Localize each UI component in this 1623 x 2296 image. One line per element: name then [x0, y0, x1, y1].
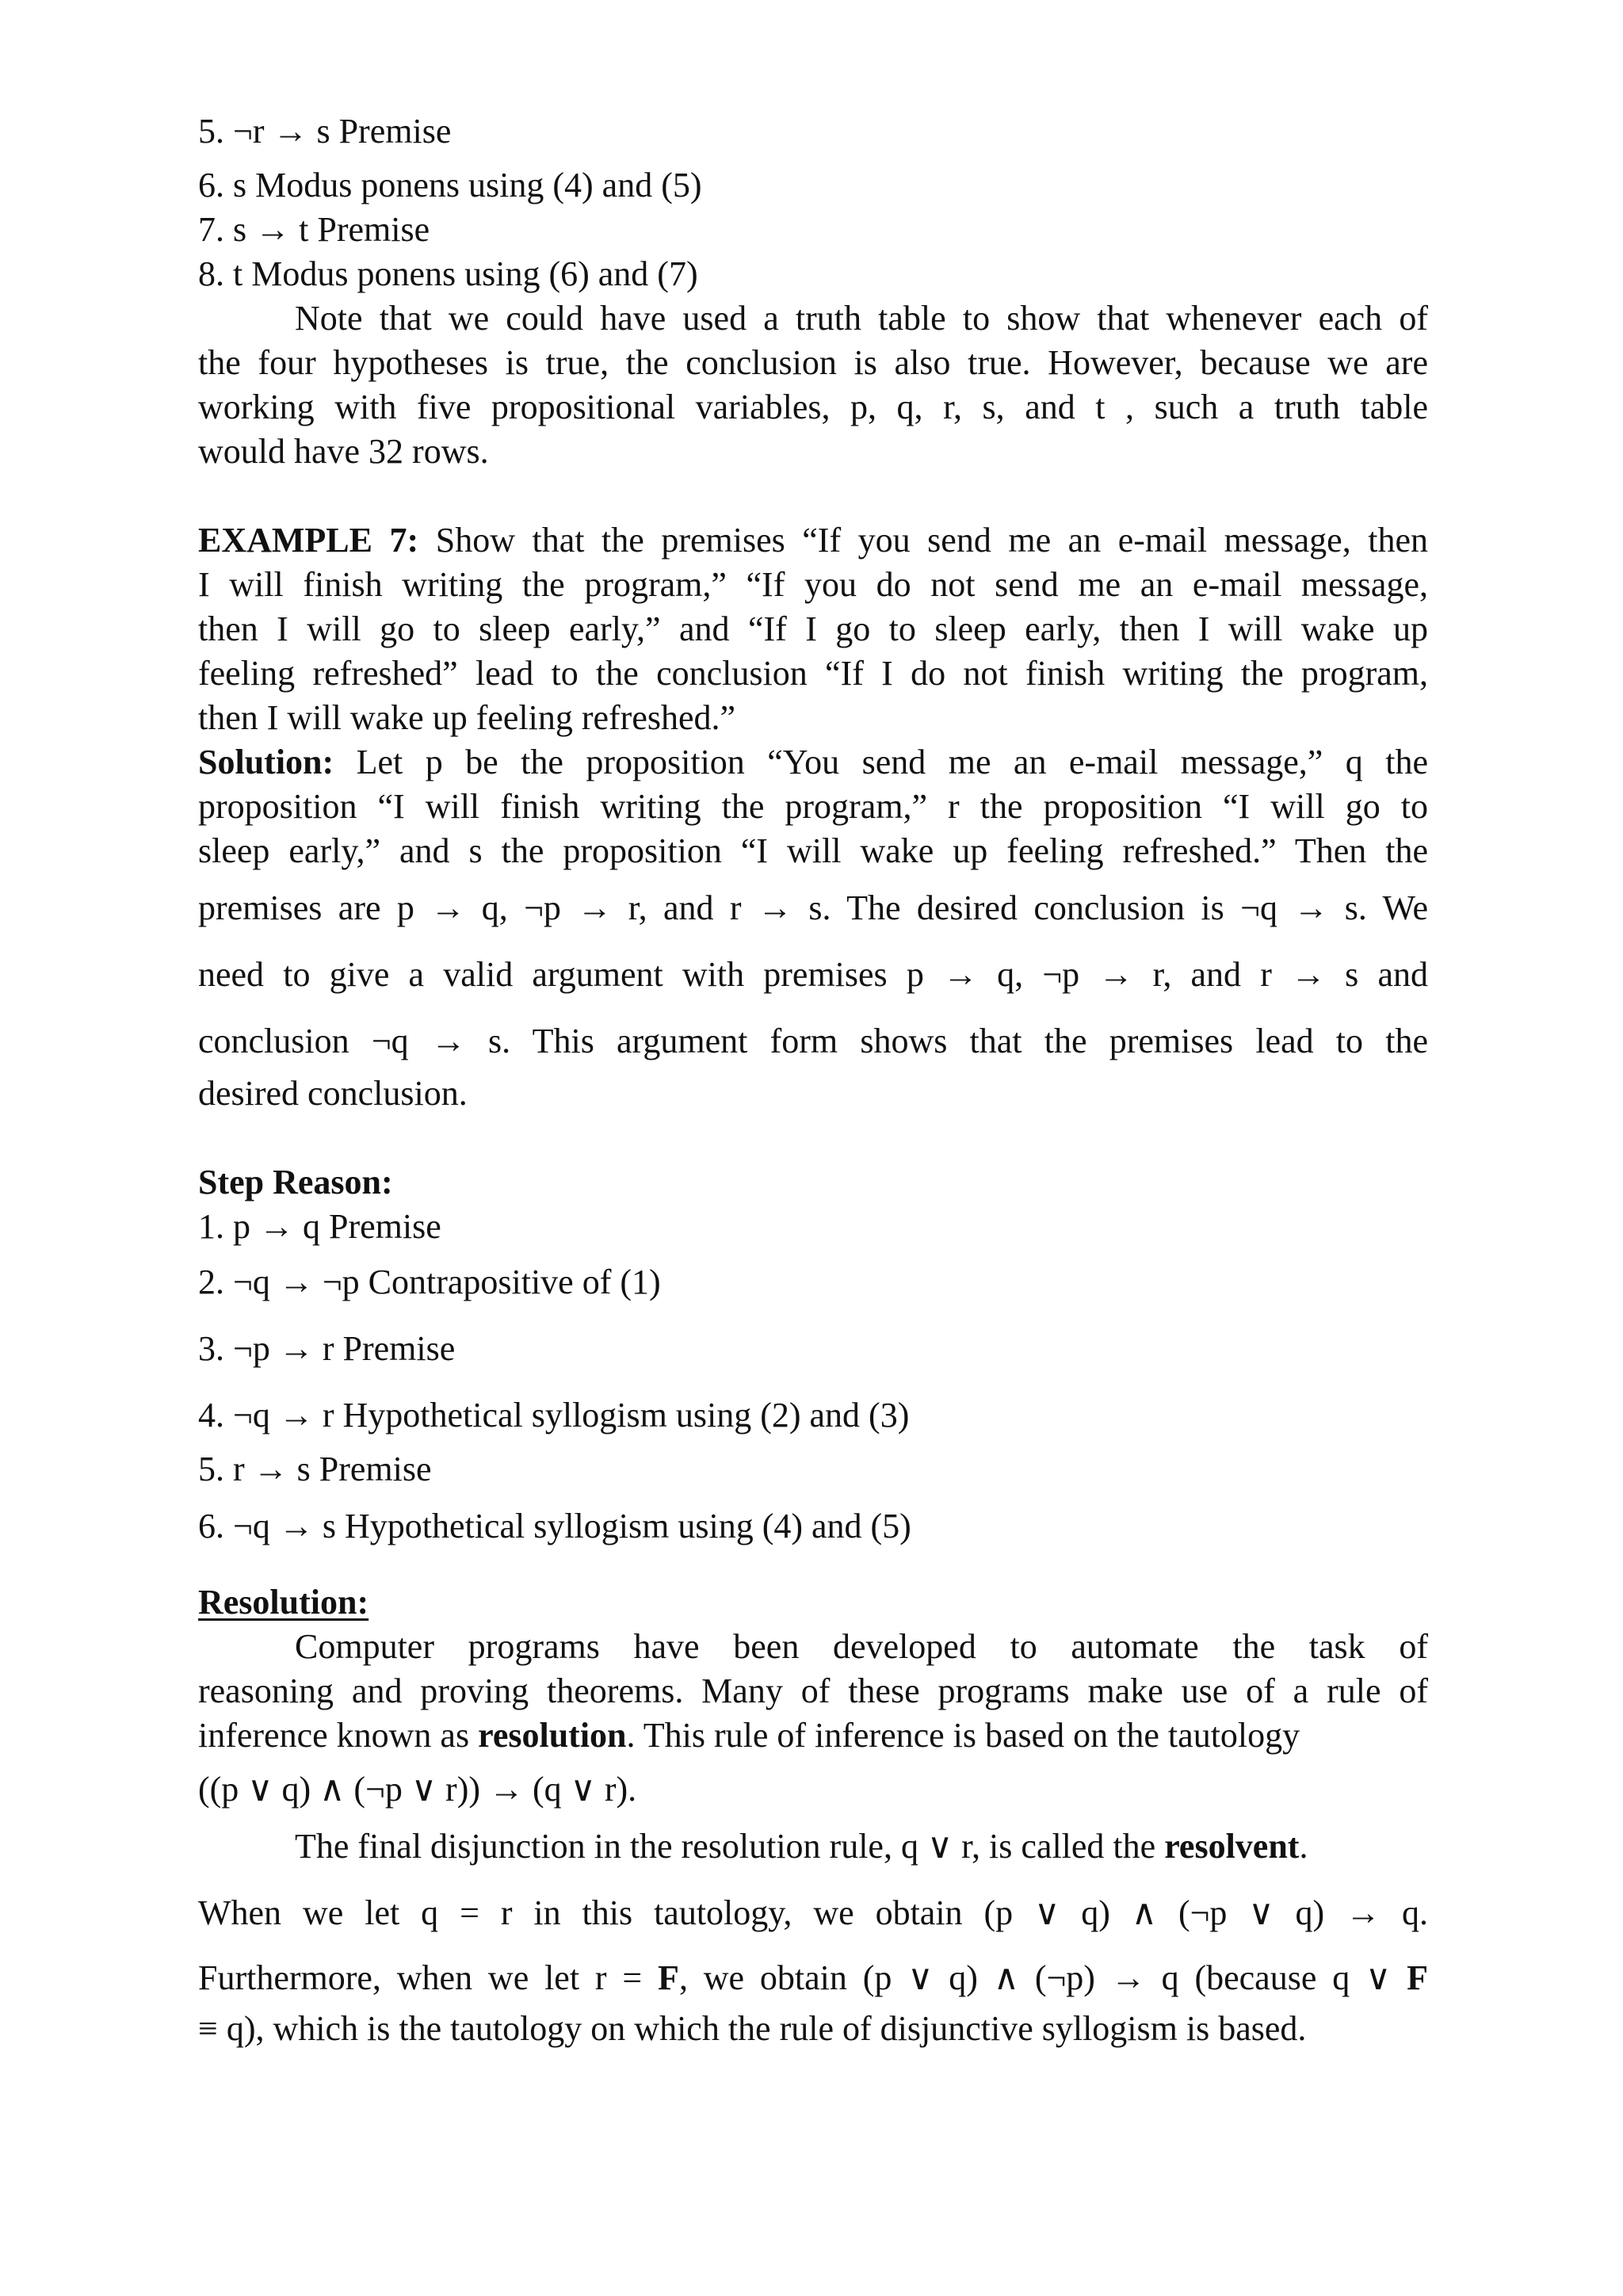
resolution-paragraph-line: [198, 1713, 1300, 1758]
example-7-line: then I will go to sleep early,” and “If I go to sleep early, then I will wake up: [198, 609, 1428, 648]
step-8-line: 8. t Modus ponens using (6) and (7): [198, 254, 698, 293]
example-7-line: feeling refreshed” lead to the conclusion “If I do not finish writing the program,: [198, 654, 1428, 693]
argument-step: 1. p → q Premise: [198, 1207, 441, 1246]
note-paragraph-line: Note that we could have used a truth table to show that whenever each of: [295, 299, 1428, 338]
example-7-line: then I will wake up feeling refreshed.”: [198, 698, 736, 737]
resolvent-paragraph-line: [198, 1956, 1428, 2000]
solution-line: desired conclusion.: [198, 1074, 468, 1113]
text-run: , we obtain (p ∨ q) ∧ (¬p) → q (because q ∨: [678, 1958, 1407, 1997]
resolution-heading: Resolution:: [198, 1583, 369, 1622]
step-7-line: 7. s → t Premise: [198, 210, 430, 249]
text-run: .: [1299, 1827, 1308, 1866]
text-run: inference known as: [198, 1716, 479, 1755]
resolution-paragraph-line: reasoning and proving theorems. Many of these programs make use of a rule of: [198, 1671, 1428, 1710]
bold-term: resolution: [478, 1716, 627, 1755]
note-paragraph-line: would have 32 rows.: [198, 432, 489, 471]
text-run: Furthermore, when we let r =: [198, 1958, 659, 1997]
bold-term: resolvent: [1164, 1827, 1300, 1866]
note-paragraph-line: working with five propositional variables, p, q, r, s, and t , such a truth table: [198, 388, 1428, 426]
text-run: . This rule of inference is based on the tautology: [626, 1716, 1300, 1755]
note-paragraph-line: the four hypotheses is true, the conclusion is also true. However, because we are: [198, 343, 1428, 382]
tautology-formula: ((p ∨ q) ∧ (¬p ∨ r)) → (q ∨ r).: [198, 1770, 637, 1809]
example-7-heading: EXAMPLE 7:: [198, 521, 419, 560]
resolvent-paragraph-line: When we let q = r in this tautology, we obtain (p ∨ q) ∧ (¬p ∨ q) → q.: [198, 1893, 1428, 1932]
step-reason-heading: Step Reason:: [198, 1163, 393, 1201]
solution-text: Let p be the proposition “You send me an e-mail message,” q the: [334, 743, 1428, 781]
bold-term: F: [1407, 1958, 1428, 1997]
solution-heading: Solution:: [198, 743, 334, 781]
argument-step: 3. ¬p → r Premise: [198, 1329, 456, 1368]
argument-step: 2. ¬q → ¬p Contrapositive of (1): [198, 1263, 661, 1301]
argument-step: 5. r → s Premise: [198, 1450, 432, 1488]
bold-term: F: [658, 1958, 679, 1997]
solution-line: premises are p → q, ¬p → r, and r → s. The desired conclusion is ¬q → s. We: [198, 888, 1428, 927]
resolution-paragraph-line: Computer programs have been developed to automate the task of: [295, 1627, 1428, 1666]
solution-line: need to give a valid argument with premises p → q, ¬p → r, and r → s and: [198, 955, 1428, 994]
argument-step: 4. ¬q → r Hypothetical syllogism using (2) and (3): [198, 1396, 910, 1435]
solution-line: sleep early,” and s the proposition “I will wake up feeling refreshed.” Then the: [198, 831, 1428, 870]
example-7-text: Show that the premises “If you send me an e-mail message, then: [418, 521, 1429, 560]
solution-line: proposition “I will finish writing the program,” r the proposition “I will go to: [198, 787, 1428, 826]
resolvent-paragraph-line: [295, 1824, 1308, 1869]
example-7-line: I will finish writing the program,” “If you do not send me an e-mail message,: [198, 565, 1428, 604]
text-run: The final disjunction in the resolution rule, q ∨ r, is called the: [295, 1827, 1165, 1866]
step-6-line: 6. s Modus ponens using (4) and (5): [198, 166, 702, 204]
resolvent-paragraph-line: ≡ q), which is the tautology on which the rule of disjunctive syllogism is based.: [198, 2009, 1307, 2048]
solution-line: [198, 740, 1428, 785]
step-5-line: 5. ¬r → s Premise: [198, 112, 452, 151]
solution-line: conclusion ¬q → s. This argument form shows that the premises lead to the: [198, 1022, 1428, 1060]
argument-step: 6. ¬q → s Hypothetical syllogism using (4) and (5): [198, 1507, 911, 1545]
example-7-line: [198, 518, 1428, 563]
